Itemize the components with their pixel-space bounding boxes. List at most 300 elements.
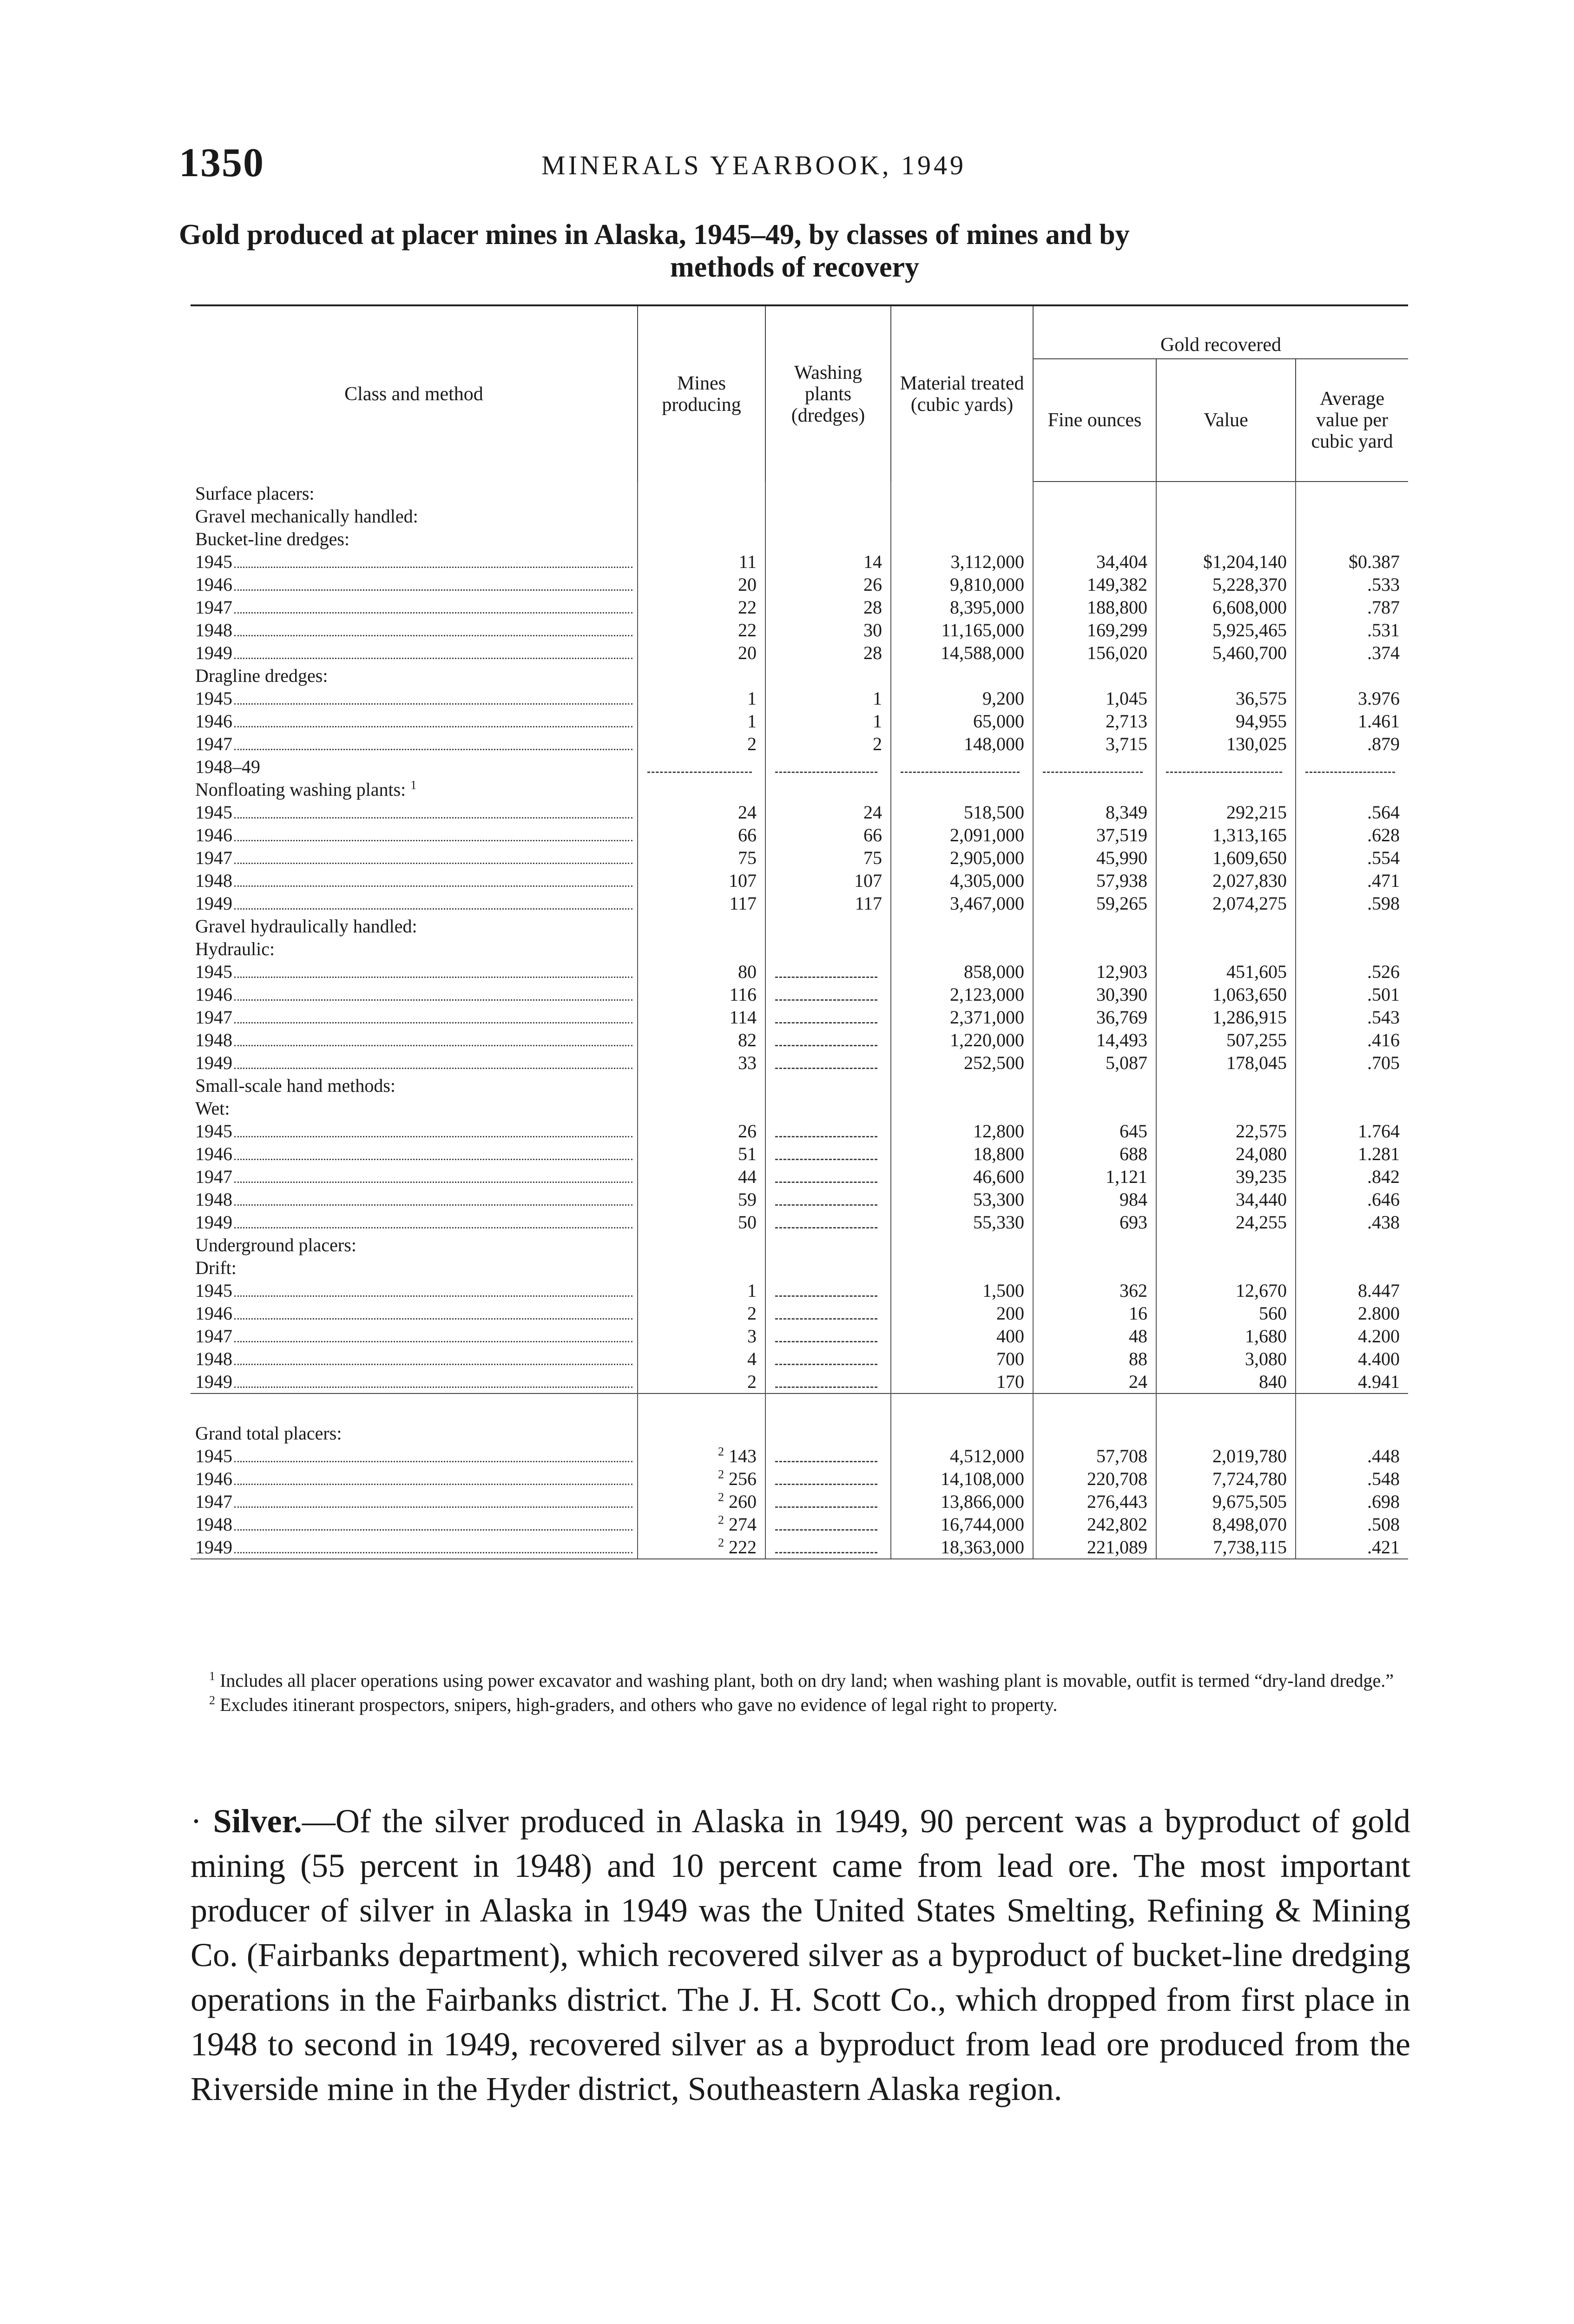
cell-material: 8,395,000 (891, 596, 1033, 619)
table-row (191, 619, 1408, 641)
empty-cell (765, 1211, 891, 1234)
cell-fine-ounces: 362 (1033, 1279, 1156, 1302)
cell-mines: 3 (638, 1325, 765, 1347)
cell-mines: 26 (638, 1120, 765, 1142)
table-row (191, 1211, 1408, 1234)
empty-cell (765, 1445, 891, 1467)
cell-fine-ounces: 14,493 (1033, 1029, 1156, 1051)
table-title-line-2: methods of recovery (670, 251, 920, 283)
cell-material: 55,330 (891, 1211, 1033, 1234)
empty-cell (765, 1142, 891, 1165)
cell-material: 9,200 (891, 687, 1033, 710)
cell-material: 1,500 (891, 1279, 1033, 1302)
section-heading (191, 505, 1408, 528)
cell-mines: 51 (638, 1142, 765, 1165)
cell-plants: 28 (765, 596, 891, 619)
row-label: 1947 (191, 1325, 638, 1347)
cell-mines: 44 (638, 1165, 765, 1188)
empty-cell (765, 1347, 891, 1370)
row-label: 1949 (191, 1211, 638, 1234)
row-label: 1948 (191, 869, 638, 892)
cell-fine-ounces: 242,802 (1033, 1513, 1156, 1536)
cell-fine-ounces: 220,708 (1033, 1467, 1156, 1490)
empty-cell (638, 755, 765, 778)
empty-cell (765, 1006, 891, 1029)
cell-mines: 22 (638, 596, 765, 619)
cell-value: 292,215 (1156, 801, 1296, 824)
empty-cell (1033, 755, 1156, 778)
row-label: 1949 (191, 892, 638, 915)
cell-material: 2,905,000 (891, 846, 1033, 869)
table-row (191, 1370, 1408, 1393)
section-label: Gravel hydraulically handled: (195, 916, 417, 937)
cell-average: .533 (1296, 573, 1408, 596)
cell-plants: 30 (765, 619, 891, 641)
row-label: 1946 (191, 824, 638, 846)
row-label: 1945 (191, 1279, 638, 1302)
header-material-treated: Material treated (cubic yards) (891, 305, 1033, 482)
cell-average: 4.400 (1296, 1347, 1408, 1370)
table-row (191, 1120, 1408, 1142)
cell-material: 2,371,000 (891, 1006, 1033, 1029)
cell-average: .554 (1296, 846, 1408, 869)
cell-plants: 117 (765, 892, 891, 915)
empty-cell (765, 1467, 891, 1490)
cell-fine-ounces: 37,519 (1033, 824, 1156, 846)
table-row (191, 710, 1408, 733)
cell-material: 11,165,000 (891, 619, 1033, 641)
cell-fine-ounces: 1,121 (1033, 1165, 1156, 1188)
cell-fine-ounces: 984 (1033, 1188, 1156, 1211)
cell-average: .501 (1296, 983, 1408, 1006)
cell-mines: 33 (638, 1051, 765, 1074)
section-label: Small-scale hand methods: (195, 1075, 396, 1096)
row-label: 1945 (191, 550, 638, 573)
header-fine-ounces: Fine ounces (1033, 359, 1156, 482)
section-heading (191, 1422, 1408, 1445)
cell-value: 178,045 (1156, 1051, 1296, 1074)
section-label: Hydraulic: (195, 938, 275, 959)
cell-material: 4,305,000 (891, 869, 1033, 892)
cell-mines: 117 (638, 892, 765, 915)
section-label: Gravel mechanically handled: (195, 506, 418, 527)
cell-fine-ounces: 45,990 (1033, 846, 1156, 869)
cell-average: 1.281 (1296, 1142, 1408, 1165)
cell-value: 1,609,650 (1156, 846, 1296, 869)
row-label: 1946 (191, 573, 638, 596)
cell-value: 5,925,465 (1156, 619, 1296, 641)
cell-average: $0.387 (1296, 550, 1408, 573)
header-mines-producing: Mines producing (638, 305, 765, 482)
cell-fine-ounces: 3,715 (1033, 733, 1156, 755)
header-washing-plants: Washing plants (dredges) (765, 305, 891, 482)
cell-material: 65,000 (891, 710, 1033, 733)
cell-plants: 66 (765, 824, 891, 846)
cell-material: 400 (891, 1325, 1033, 1347)
empty-cell (765, 983, 891, 1006)
cell-material: 3,467,000 (891, 892, 1033, 915)
table-row (191, 1445, 1408, 1467)
row-label: 1948 (191, 619, 638, 641)
cell-value: $1,204,140 (1156, 550, 1296, 573)
cell-value: 36,575 (1156, 687, 1296, 710)
cell-value: 840 (1156, 1370, 1296, 1393)
cell-value: 560 (1156, 1302, 1296, 1325)
cell-value: 9,675,505 (1156, 1490, 1296, 1513)
table-row (191, 892, 1408, 915)
cell-material: 2,091,000 (891, 824, 1033, 846)
cell-average: .787 (1296, 596, 1408, 619)
cell-mines: $^2$ 274 (638, 1513, 765, 1536)
footnote-2: $^2$ Excludes itinerant prospectors, snipers, high-graders, and others who gave no evidence of legal right to property. (209, 1693, 1058, 1715)
empty-cell (765, 1120, 891, 1142)
cell-value: 507,255 (1156, 1029, 1296, 1051)
cell-fine-ounces: 149,382 (1033, 573, 1156, 596)
cell-material: 16,744,000 (891, 1513, 1033, 1536)
cell-mines: 1 (638, 1279, 765, 1302)
cell-material: 9,810,000 (891, 573, 1033, 596)
paragraph-lead: Silver. (213, 1802, 302, 1840)
cell-value: 12,670 (1156, 1279, 1296, 1302)
row-label: 1947 (191, 596, 638, 619)
section-divider (191, 1393, 1408, 1422)
page-number: 1350 (179, 140, 264, 185)
cell-average: .705 (1296, 1051, 1408, 1074)
cell-mines: 114 (638, 1006, 765, 1029)
cell-material: 858,000 (891, 960, 1033, 983)
cell-fine-ounces: 8,349 (1033, 801, 1156, 824)
table-body (191, 482, 1408, 1559)
cell-material: 148,000 (891, 733, 1033, 755)
cell-mines: $^2$ 222 (638, 1536, 765, 1559)
cell-average: .416 (1296, 1029, 1408, 1051)
cell-average: .421 (1296, 1536, 1408, 1559)
cell-mines: 82 (638, 1029, 765, 1051)
table-row (191, 1302, 1408, 1325)
cell-material: 252,500 (891, 1051, 1033, 1074)
cell-material: 13,866,000 (891, 1490, 1033, 1513)
empty-cell (765, 1029, 891, 1051)
table-row (191, 1325, 1408, 1347)
cell-fine-ounces: 34,404 (1033, 550, 1156, 573)
cell-average: .374 (1296, 641, 1408, 664)
row-label: 1949 (191, 641, 638, 664)
cell-plants: 2 (765, 733, 891, 755)
cell-value: 22,575 (1156, 1120, 1296, 1142)
gold-production-table (191, 304, 1408, 1559)
table-row (191, 573, 1408, 596)
footnote-1: $^1$ Includes all placer operations using power excavator and washing plant, both on dry land; when washing plant is movable, outfit is termed “dry-land dredge.” (209, 1669, 1394, 1691)
row-label: 1946 (191, 1142, 638, 1165)
table-row (191, 550, 1408, 573)
cell-mines: 2 (638, 733, 765, 755)
table-row (191, 801, 1408, 824)
cell-fine-ounces: 169,299 (1033, 619, 1156, 641)
cell-material: 53,300 (891, 1188, 1033, 1211)
table-row (191, 960, 1408, 983)
cell-mines: 66 (638, 824, 765, 846)
section-label: Underground placers: (195, 1235, 356, 1255)
cell-fine-ounces: 48 (1033, 1325, 1156, 1347)
table-row (191, 1006, 1408, 1029)
cell-average: 1.461 (1296, 710, 1408, 733)
cell-value: 1,313,165 (1156, 824, 1296, 846)
empty-cell (765, 1279, 891, 1302)
cell-material: 46,600 (891, 1165, 1033, 1188)
page-header: MINERALS YEARBOOK, 1949 (541, 150, 967, 180)
empty-cell (765, 1536, 891, 1559)
cell-mines: 1 (638, 687, 765, 710)
section-heading (191, 938, 1408, 960)
cell-mines: 2 (638, 1302, 765, 1325)
cell-value: 34,440 (1156, 1188, 1296, 1211)
table-title (179, 218, 1410, 284)
cell-plants: 1 (765, 687, 891, 710)
section-label: Nonfloating washing plants: $^1$ (195, 778, 417, 800)
row-label: 1945 (191, 801, 638, 824)
cell-average: .598 (1296, 892, 1408, 915)
cell-fine-ounces: 30,390 (1033, 983, 1156, 1006)
cell-material: 4,512,000 (891, 1445, 1033, 1467)
cell-average: 4.941 (1296, 1370, 1408, 1393)
empty-cell (765, 1051, 891, 1074)
cell-mines: 1 (638, 710, 765, 733)
empty-cell (765, 1370, 891, 1393)
row-label: 1945 (191, 1120, 638, 1142)
cell-fine-ounces: 645 (1033, 1120, 1156, 1142)
cell-fine-ounces: 693 (1033, 1211, 1156, 1234)
section-heading (191, 1256, 1408, 1279)
table-row (191, 1536, 1408, 1559)
cell-value: 8,498,070 (1156, 1513, 1296, 1536)
row-label: 1945 (191, 687, 638, 710)
cell-average: .448 (1296, 1445, 1408, 1467)
table-row (191, 733, 1408, 755)
cell-value: 130,025 (1156, 733, 1296, 755)
cell-mines: 50 (638, 1211, 765, 1234)
cell-fine-ounces: 5,087 (1033, 1051, 1156, 1074)
cell-fine-ounces: 57,938 (1033, 869, 1156, 892)
cell-fine-ounces: 12,903 (1033, 960, 1156, 983)
table-row (191, 1142, 1408, 1165)
cell-fine-ounces: 156,020 (1033, 641, 1156, 664)
cell-value: 94,955 (1156, 710, 1296, 733)
cell-value: 3,080 (1156, 1347, 1296, 1370)
paragraph-text: —Of the silver produced in Alaska in 1949, 90 percent was a byproduct of gold mining (55 percent in 1948) and 10 percent came from lead ore. The most important producer of silver in Alaska in 1949 was the United States Smelting, Refining & Mining Co. (Fairbanks department), which recovered silver as a byproduct of bucket-line dredging operations in the Fairbanks district. The J. H. Scott Co., which dropped from first place in 1948 to second in 1949, recovered silver as a byproduct from lead ore produced from the Riverside mine in the Hyder district, Southeastern Alaska region. (191, 1802, 1410, 2107)
cell-mines: 11 (638, 550, 765, 573)
cell-average: .543 (1296, 1006, 1408, 1029)
row-label: 1947 (191, 846, 638, 869)
cell-mines: 20 (638, 641, 765, 664)
cell-value: 7,738,115 (1156, 1536, 1296, 1559)
cell-average: .842 (1296, 1165, 1408, 1188)
cell-mines: $^2$ 260 (638, 1490, 765, 1513)
section-heading (191, 528, 1408, 550)
empty-cell (1156, 755, 1296, 778)
cell-plants: 28 (765, 641, 891, 664)
empty-cell (765, 1490, 891, 1513)
cell-value: 1,063,650 (1156, 983, 1296, 1006)
cell-plants: 107 (765, 869, 891, 892)
empty-cell (765, 1325, 891, 1347)
row-label: 1946 (191, 983, 638, 1006)
running-head (179, 139, 1410, 191)
cell-material: 14,108,000 (891, 1467, 1033, 1490)
empty-cell (765, 1513, 891, 1536)
section-label: Dragline dredges: (195, 665, 328, 686)
cell-value: 24,080 (1156, 1142, 1296, 1165)
row-label: 1947 (191, 733, 638, 755)
empty-cell (765, 755, 891, 778)
silver-paragraph: · Silver.—Of the silver produced in Alaska in 1949, 90 percent was a byproduct of gold mining (55 percent in 1948) and 10 percent came from lead ore. The most important producer of silver in Alaska in 1949 was the United States Smelting, Refining & Mining Co. (Fairbanks department), which recovered silver as a byproduct of bucket-line dredging operations in the Fairbanks district. The J. H. Scott Co., which dropped from first place in 1948 to second in 1949, recovered silver as a byproduct from lead ore produced from the Riverside mine in the Hyder district, Southeastern Alaska region. (191, 1802, 1410, 2107)
row-label: 1945 (191, 1445, 638, 1467)
cell-value: 7,724,780 (1156, 1467, 1296, 1490)
cell-mines: 22 (638, 619, 765, 641)
cell-fine-ounces: 16 (1033, 1302, 1156, 1325)
header-class-method: Class and method (191, 305, 638, 482)
row-label: 1949 (191, 1370, 638, 1393)
cell-material: 518,500 (891, 801, 1033, 824)
cell-mines: $^2$ 256 (638, 1467, 765, 1490)
cell-mines: 24 (638, 801, 765, 824)
row-label: 1947 (191, 1006, 638, 1029)
cell-fine-ounces: 276,443 (1033, 1490, 1156, 1513)
cell-value: 1,680 (1156, 1325, 1296, 1347)
row-label: 1948 (191, 1029, 638, 1051)
section-heading (191, 915, 1408, 938)
cell-fine-ounces: 59,265 (1033, 892, 1156, 915)
cell-plants: 1 (765, 710, 891, 733)
cell-fine-ounces: 188,800 (1033, 596, 1156, 619)
cell-average: .548 (1296, 1467, 1408, 1490)
table-title-line-1: Gold produced at placer mines in Alaska, 1945–49, by classes of mines and by (179, 219, 1130, 251)
section-heading (191, 1097, 1408, 1120)
row-label: 1946 (191, 1302, 638, 1325)
cell-average: 1.764 (1296, 1120, 1408, 1142)
table-row (191, 1467, 1408, 1490)
empty-cell (765, 1188, 891, 1211)
cell-mines: 75 (638, 846, 765, 869)
section-heading (191, 1234, 1408, 1256)
cell-average: .471 (1296, 869, 1408, 892)
cell-average: 3.976 (1296, 687, 1408, 710)
section-label: Wet: (195, 1098, 230, 1119)
table-row (191, 846, 1408, 869)
cell-mines: 59 (638, 1188, 765, 1211)
section-heading (191, 482, 1408, 505)
table-row (191, 1347, 1408, 1370)
cell-average: .531 (1296, 619, 1408, 641)
section-heading (191, 664, 1408, 687)
cell-fine-ounces: 688 (1033, 1142, 1156, 1165)
empty-cell (1296, 755, 1408, 778)
table-row (191, 687, 1408, 710)
row-label: 1948 (191, 1347, 638, 1370)
cell-value: 2,019,780 (1156, 1445, 1296, 1467)
table-row (191, 1188, 1408, 1211)
section-label: Bucket-line dredges: (195, 528, 350, 549)
row-label: 1947 (191, 1490, 638, 1513)
cell-mines: 80 (638, 960, 765, 983)
cell-average: .508 (1296, 1513, 1408, 1536)
cell-material: 200 (891, 1302, 1033, 1325)
table-row (191, 755, 1408, 778)
row-label: 1948–49 (195, 756, 260, 777)
section-heading (191, 1074, 1408, 1097)
cell-fine-ounces: 57,708 (1033, 1445, 1156, 1467)
cell-average: .646 (1296, 1188, 1408, 1211)
cell-fine-ounces: 2,713 (1033, 710, 1156, 733)
cell-plants: 75 (765, 846, 891, 869)
cell-value: 2,027,830 (1156, 869, 1296, 892)
cell-fine-ounces: 221,089 (1033, 1536, 1156, 1559)
cell-material: 18,800 (891, 1142, 1033, 1165)
section-label: Grand total placers: (195, 1423, 342, 1444)
cell-plants: 26 (765, 573, 891, 596)
section-label: Drift: (195, 1257, 237, 1278)
cell-value: 5,460,700 (1156, 641, 1296, 664)
cell-material: 700 (891, 1347, 1033, 1370)
header-value: Value (1156, 359, 1296, 482)
table-row (191, 1051, 1408, 1074)
section-heading (191, 778, 1408, 801)
cell-fine-ounces: 88 (1033, 1347, 1156, 1370)
cell-material: 12,800 (891, 1120, 1033, 1142)
empty-cell (891, 755, 1033, 778)
section-label: Surface placers: (195, 482, 315, 504)
cell-mines: 4 (638, 1347, 765, 1370)
row-label: 1946 (191, 1467, 638, 1490)
table-row (191, 983, 1408, 1006)
cell-value: 5,228,370 (1156, 573, 1296, 596)
table-row (191, 1513, 1408, 1536)
cell-plants: 14 (765, 550, 891, 573)
cell-plants: 24 (765, 801, 891, 824)
cell-material: 18,363,000 (891, 1536, 1033, 1559)
cell-average: .698 (1296, 1490, 1408, 1513)
table-header (191, 305, 1408, 482)
table-row (191, 1490, 1408, 1513)
cell-average: 4.200 (1296, 1325, 1408, 1347)
cell-material: 3,112,000 (891, 550, 1033, 573)
cell-mines: $^2$ 143 (638, 1445, 765, 1467)
empty-cell (765, 1302, 891, 1325)
cell-material: 170 (891, 1370, 1033, 1393)
empty-cell (765, 960, 891, 983)
cell-value: 39,235 (1156, 1165, 1296, 1188)
table-row (191, 824, 1408, 846)
cell-mines: 107 (638, 869, 765, 892)
row-label: 1949 (191, 1536, 638, 1559)
table-row (191, 641, 1408, 664)
table-row (191, 869, 1408, 892)
cell-value: 6,608,000 (1156, 596, 1296, 619)
cell-material: 2,123,000 (891, 983, 1033, 1006)
table-row (191, 1029, 1408, 1051)
cell-fine-ounces: 1,045 (1033, 687, 1156, 710)
cell-material: 14,588,000 (891, 641, 1033, 664)
cell-value: 451,605 (1156, 960, 1296, 983)
cell-average: .628 (1296, 824, 1408, 846)
row-label: 1948 (191, 1513, 638, 1536)
cell-mines: 116 (638, 983, 765, 1006)
row-label: 1948 (191, 1188, 638, 1211)
table-row (191, 1279, 1408, 1302)
cell-average: .879 (1296, 733, 1408, 755)
cell-mines: 20 (638, 573, 765, 596)
cell-average: 8.447 (1296, 1279, 1408, 1302)
row-label: 1946 (191, 710, 638, 733)
